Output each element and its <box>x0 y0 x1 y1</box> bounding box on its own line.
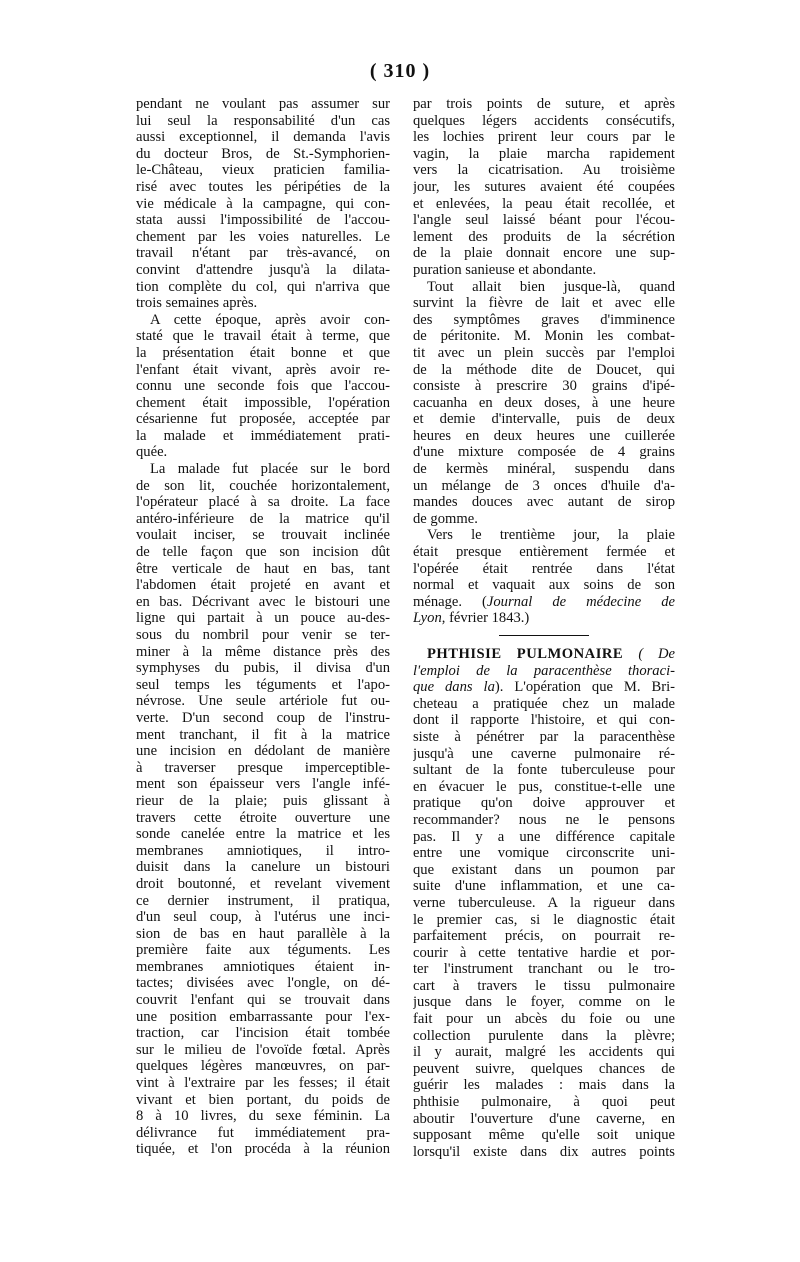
text-line: jour, les sutures avaient été coupées <box>413 178 675 195</box>
text-line: verne tuberculeuse. A la rigueur dans <box>413 894 675 911</box>
text-line: Tout allait bien jusque-là, quand <box>427 278 675 295</box>
section-separator-rule <box>499 635 589 636</box>
text-line: sonde canelée entre la matrice et les <box>136 826 390 843</box>
text-line: puration sanieuse et abondante. <box>413 261 597 278</box>
text-line: phthisie pulmonaire, à quoi peut <box>413 1094 675 1111</box>
text-line: délivrance fut immédiatement pra- <box>136 1124 390 1141</box>
text-line: la malade et immédiatement prati- <box>136 427 390 444</box>
text-line: droit boutonné, et revelant vivement <box>136 875 390 892</box>
text-line: des symptômes graves d'imminence <box>413 311 675 328</box>
text-line: l'opérée était rentrée dans l'état <box>413 560 675 577</box>
text-line: le premier cas, si le diagnostic était <box>413 911 675 928</box>
text-line: recommander? nous ne le pensons <box>413 811 675 828</box>
text-line: entre une vomique circonscrite uni- <box>413 845 675 862</box>
text-line: une incision en dédolant de manière <box>136 743 390 760</box>
text-line: être verticale de haut en bas, tant <box>136 560 390 577</box>
text-line: stata aussi l'impossibilité de l'accou- <box>136 212 390 229</box>
text-line: les lochies prirent leur cours par le <box>413 129 675 146</box>
text-line: tiquée, et l'on procéda à la réunion <box>136 1141 390 1158</box>
text-line: par trois points de suture, et après <box>413 96 675 112</box>
text-line: pratique qu'on doive approuver et <box>413 795 675 812</box>
text-line: jusqu'à une caverne pulmonaire ré- <box>413 745 675 762</box>
text-line: couvrit l'enfant qui se trouvait dans <box>136 992 390 1009</box>
text-line: de gomme. <box>413 510 478 527</box>
text-line: de péritonite. M. Monin les combat- <box>413 328 675 345</box>
text-line: vers la cicatrisation. Au troisième <box>413 162 675 179</box>
text-line: guérir les malades : mais dans la <box>413 1077 675 1094</box>
text-line: chement était impossible, l'opération <box>136 394 390 411</box>
text-line: consiste à prescrire 30 grains d'ipé- <box>413 378 675 395</box>
text-line: aussi exceptionnel, il demanda l'avis <box>136 129 390 146</box>
text-line: peuvent suivre, quelques chances de <box>413 1060 675 1077</box>
text-line: mandes douces avec autant de sirop <box>413 494 675 511</box>
text-line: de son lit, couchée horizontalement, <box>136 477 390 494</box>
text-line: tactes; divisées avec l'ongle, on dé- <box>136 975 390 992</box>
text-line: l'enfant était vivant, après avoir re- <box>136 361 390 378</box>
text-line: rieur de la plaie; puis glissant à <box>136 792 390 809</box>
text-line: sur le milieu de l'ovoïde fœtal. Après <box>136 1041 390 1058</box>
right-column-paragraphs <box>413 96 675 627</box>
text-line: l'angle seul laissé béant pour l'écou- <box>413 212 675 229</box>
text-line: tit avec un plein succès par l'emploi <box>413 344 675 361</box>
text-line: vivant et bien portant, du poids de <box>136 1091 390 1108</box>
text-line: normal et vaquait aux soins de son <box>413 577 675 594</box>
text-line: névrose. Une seule artériole fut ou- <box>136 693 390 710</box>
text-line: survint la fièvre de lait et avec elle <box>413 295 675 312</box>
text-line: seul temps les téguments et l'apo- <box>136 676 390 693</box>
text-line: vie médicale à la campagne, qui con- <box>136 195 390 212</box>
text-line: convint d'attendre jusqu'à la dilata- <box>136 261 390 278</box>
text-line: que dans la). L'opération que M. Bri- <box>413 679 675 696</box>
text-line: un mélange de 3 onces d'huile d'a- <box>413 477 675 494</box>
text-line: que existant dans un poumon par <box>413 861 675 878</box>
text-line: ment son épaisseur vers l'angle infé- <box>136 776 390 793</box>
text-line: pendant ne voulant pas assumer sur <box>136 96 390 112</box>
text-line: le-Château, vieux praticien familia- <box>136 162 390 179</box>
text-line: vint à l'extraire par les fesses; il était <box>136 1075 390 1092</box>
text-line: l'abdomen était projeté en avant et <box>136 577 390 594</box>
text-line: membranes amniotiques étaient in- <box>136 958 390 975</box>
text-line: sous du nombril pour venir se ter- <box>136 627 390 643</box>
phthisie-section <box>413 646 675 1160</box>
text-line: travers cette étroite ouverture une <box>136 809 390 826</box>
text-line: staté que le travail était à terme, que <box>136 328 390 345</box>
text-line: césarienne fut proposée, acceptée par <box>136 411 390 428</box>
text-line: suite d'une inflammation, et une ca- <box>413 878 675 895</box>
text-line: d'un seul coup, à l'utérus une inci- <box>136 909 390 926</box>
text-line: la présentation était bonne et que <box>136 344 390 361</box>
text-line: lement des produits de la sécrétion <box>413 228 675 245</box>
text-line: siste à pénétrer par la paracenthèse <box>413 728 675 745</box>
text-line: et demie d'intervalle, puis de deux <box>413 411 675 428</box>
text-line: La malade fut placée sur le bord <box>150 461 390 478</box>
text-line: sultant de la fonte tuberculeuse pour <box>413 762 675 779</box>
text-line: courir à cette tentative hardie et por- <box>413 944 675 961</box>
text-line: ment tranchant, il fit à la matrice <box>136 726 390 743</box>
text-line: voulait inciser, se trouvait inclinée <box>136 527 390 544</box>
text-line: quelques légères manœuvres, on par- <box>136 1058 390 1075</box>
text-line: l'emploi de la paracenthèse thoraci- <box>413 662 675 679</box>
text-line: jusque dans le foyer, comme on le <box>413 994 675 1011</box>
text-line: en bas. Décrivant avec le bistouri une <box>136 593 390 610</box>
page-number: ( 310 ) <box>369 60 431 82</box>
text-line: sion de bas en haut parallèle à la <box>136 925 390 942</box>
text-line: d'une mixture composée de 4 grains <box>413 444 675 461</box>
text-line: lui seul la responsabilité d'un cas <box>136 112 390 129</box>
text-line: membranes amniotiques, il intro- <box>136 842 390 859</box>
text-line: trois semaines après. <box>136 295 258 312</box>
text-line: quée. <box>136 444 168 461</box>
text-line: à traverser presque imperceptible- <box>136 759 390 776</box>
text-line: il y aurait, malgré les accidents qui <box>413 1044 675 1061</box>
text-line: symphyses du pubis, il divisa d'un <box>136 660 390 677</box>
text-line: A cette époque, après avoir con- <box>150 311 390 328</box>
text-line: tion complète du col, qui n'arriva que <box>136 278 390 295</box>
text-line: dont il rapporte l'histoire, et qui con- <box>413 712 675 729</box>
text-line: PHTHISIE PULMONAIRE ( De <box>427 646 675 662</box>
text-line: pas. Il y a une différence capitale <box>413 828 675 845</box>
text-line: traction, car l'incision était tombée <box>136 1025 390 1042</box>
text-line: l'opérateur placé à sa droite. La face <box>136 494 390 511</box>
text-line: de telle façon que son incision dût <box>136 544 390 561</box>
text-line: quelques légers accidents consécutifs, <box>413 112 675 129</box>
text-line: de la méthode dite de Doucet, qui <box>413 361 675 378</box>
text-line: parfaitement précis, on pourrait re- <box>413 928 675 945</box>
text-line: risé avec toutes les péripéties de la <box>136 178 390 195</box>
text-line: première faite aux téguments. Les <box>136 942 390 959</box>
text-line: supposant même qu'elle soit unique <box>413 1127 675 1144</box>
text-line: du docteur Bros, de St.-Symphorien- <box>136 145 390 162</box>
text-line: ce dernier instrument, il pratiqua, <box>136 892 390 909</box>
text-line: une position embarrassante pour l'ex- <box>136 1008 390 1025</box>
text-line: ménage. (Journal de médecine de <box>413 593 675 610</box>
text-line: chement par les voies naturelles. Le <box>136 228 390 245</box>
text-line: et enlevées, la peau était recollée, et <box>413 195 675 212</box>
text-line: cheteau a pratiquée chez un malade <box>413 695 675 712</box>
text-line: ligne qui partait à un pouce au-des- <box>136 610 390 627</box>
left-column <box>136 96 390 1158</box>
text-line: miner à la même distance près des <box>136 643 390 660</box>
text-line: travail n'étant par très-avancé, on <box>136 245 390 262</box>
text-line: lorsqu'il existe dans dix autres points <box>413 1143 675 1160</box>
text-line: cacuanha en deux doses, à une heure <box>413 394 675 411</box>
text-line: connu une seconde fois que l'accou- <box>136 378 390 395</box>
text-line: était presque entièrement fermée et <box>413 544 675 561</box>
text-line: verte. D'un second coup de l'instru- <box>136 709 390 726</box>
text-line: duisit dans la canelure un bistouri <box>136 859 390 876</box>
text-line: 8 à 10 livres, du sexe féminin. La <box>136 1108 390 1125</box>
text-line: cart à travers le tissu pulmonaire <box>413 977 675 994</box>
text-line: de la plaie donnait encore une sup- <box>413 245 675 262</box>
text-line: heures en deux heures une cuillerée <box>413 427 675 444</box>
text-line: Lyon, février 1843.) <box>413 610 530 627</box>
text-line: en évacuer le pus, constitue-t-elle une <box>413 778 675 795</box>
text-line: antéro-inférieure de la matrice qu'il <box>136 510 390 527</box>
text-line: aboutir l'ouverture d'une caverne, en <box>413 1110 675 1127</box>
text-line: de kermès minéral, suspendu dans <box>413 461 675 478</box>
right-column <box>413 96 675 1160</box>
text-line: vagin, la plaie marcha rapidement <box>413 145 675 162</box>
text-line: Vers le trentième jour, la plaie <box>427 527 675 544</box>
text-line: collection purulente dans la plèvre; <box>413 1027 675 1044</box>
text-line: ter l'instrument tranchant ou le tro- <box>413 961 675 978</box>
text-line: fait pour un abcès du foie ou une <box>413 1011 675 1028</box>
